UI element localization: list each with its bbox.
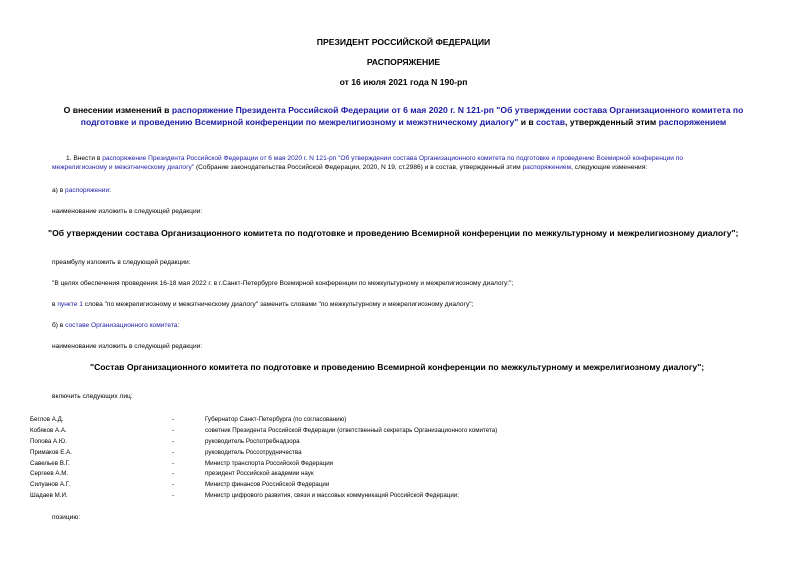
item-b-prefix: б) в [52, 322, 66, 329]
person-dash: - [172, 416, 175, 423]
person-role: президент Российской академии наук [205, 470, 314, 477]
preamble-text: "В целях обеспечения проведения 16-18 мая 2022 г. в г.Санкт-Петербурге Всемирной конференции по межкультурному и межрелигиозному диалогу:"; [52, 280, 514, 287]
person-role: руководитель Роспотребнадзора [205, 438, 300, 445]
point1-prefix: в [52, 301, 58, 308]
title-link-order[interactable]: распоряжение Президента Российской Федерации от 6 мая 2020 г. N 121-рп "Об утверждении состава Организационного комитета по [171, 105, 744, 115]
person-dash: - [172, 481, 175, 488]
person-role: руководитель Россотрудничества [205, 449, 302, 456]
item-a-link[interactable]: распоряжении [65, 187, 110, 194]
person-name: Савельев В.Г. [30, 460, 70, 467]
quote-new-composition-title: "Состав Организационного комитета по подготовке и проведению Всемирной конференции по межкультурному и межрелигиозному диалогу"; [90, 362, 705, 372]
person-dash: - [172, 449, 175, 456]
doc-type-heading: РАСПОРЯЖЕНИЕ [366, 57, 441, 67]
point-1-replacement [52, 300, 473, 309]
title-link-order2[interactable]: распоряжением [658, 117, 727, 127]
title-mid2: , утвержденный этим [565, 117, 659, 127]
position-instruction: позицию: [52, 514, 81, 521]
point-1-link[interactable]: пункте 1 [57, 301, 83, 308]
person-role: советник Президента Российской Федерации (ответственный секретарь Организационного комитета) [205, 427, 498, 434]
item-b [52, 321, 179, 330]
paragraph-1-line2 [52, 163, 647, 172]
p1-prefix: 1. Внести в [66, 155, 103, 162]
person-name: Беглов А.Д. [30, 416, 64, 423]
item-a-end: : [109, 187, 111, 194]
person-dash: - [172, 470, 175, 477]
title-mid: и в [518, 117, 537, 127]
p1-link-order-cont[interactable]: межрелигиозному и межэтническому диалогу" [52, 164, 195, 171]
p1-rest: (Собрание законодательства Российской Федерации, 2020, N 19, ст.2986) и в состав, утвержденный этим [194, 164, 523, 171]
preamble-instruction: преамбулу изложить в следующей редакции: [52, 259, 191, 266]
person-dash: - [172, 492, 175, 499]
person-role: Министр цифрового развития, связи и массовых коммуникаций Российской Федерации; [205, 492, 459, 499]
item-b-end: : [177, 322, 180, 329]
quote-new-title: "Об утверждении состава Организационного комитета по подготовке и проведению Всемирной конференции по межкультурному и межрелигиозному диалогу"; [48, 228, 739, 238]
item-a-prefix: а) в [52, 187, 66, 194]
authority-heading: ПРЕЗИДЕНТ РОССИЙСКОЙ ФЕДЕРАЦИИ [316, 37, 491, 47]
person-name: Попова А.Ю. [30, 438, 67, 445]
point1-end: слова "по межрелигиозному и межэтническому диалогу" заменить словами "по межкультурному и межрелигиозному диалогу"; [82, 301, 474, 308]
title-link-order-cont[interactable]: подготовке и проведению Всемирной конференции по межрелигиозному и межэтническому диалогу" [80, 117, 519, 127]
p1-link-order2[interactable]: распоряжением [522, 164, 572, 171]
include-instruction: включить следующих лиц: [52, 393, 133, 400]
person-role: Министр финансов Российской Федерации [205, 481, 330, 488]
name-instruction-2: наименование изложить в следующей редакции: [52, 343, 203, 350]
item-a [52, 186, 111, 195]
person-dash: - [172, 438, 175, 445]
title-link-composition[interactable]: состав [536, 117, 566, 127]
name-instruction-1: наименование изложить в следующей редакции: [52, 208, 203, 215]
person-name: Сергеев А.М. [30, 470, 69, 477]
item-b-link[interactable]: составе Организационного комитета [65, 322, 178, 329]
person-name: Примаков Е.А. [30, 449, 72, 456]
person-name: Кобяков А.А. [30, 427, 67, 434]
title-prefix: О внесении изменений в [63, 105, 172, 115]
document-title-line1 [0, 105, 807, 115]
paragraph-1-line1 [66, 154, 683, 163]
person-role: Министр транспорта Российской Федерации [205, 460, 334, 467]
person-name: Шадаев М.И. [30, 492, 68, 499]
person-name: Силуанов А.Г. [30, 481, 71, 488]
document-title-line2 [0, 117, 807, 127]
p1-link-order[interactable]: распоряжение Президента Российской Федерации от 6 мая 2020 г. N 121-рп "Об утверждении состава Организационного комитета по подготовке и проведению Всемирной конференции по [102, 155, 684, 162]
person-role: Губернатор Санкт-Петербурга (по согласованию) [205, 416, 347, 423]
person-dash: - [172, 460, 175, 467]
p1-end: , следующие изменения: [571, 164, 648, 171]
person-dash: - [172, 427, 175, 434]
date-number: от 16 июля 2021 года N 190-рп [339, 77, 468, 87]
